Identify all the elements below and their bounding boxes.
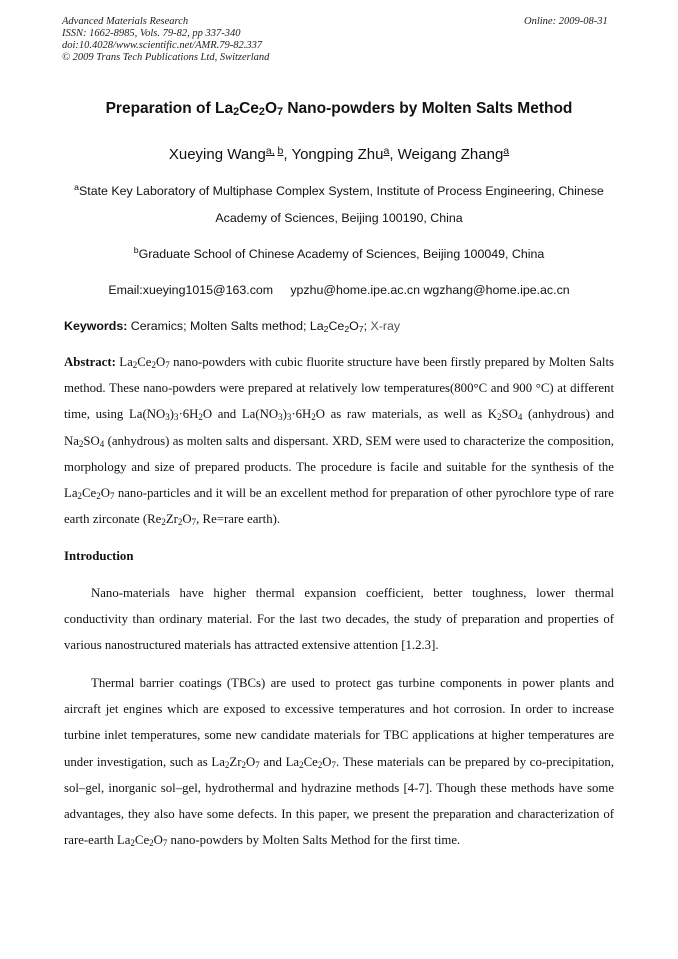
- email-line: Email:xueying1015@163.com ypzhu@home.ipe.ac.cn wgzhang@home.ipe.ac.cn: [108, 283, 570, 297]
- affiliation-a: $^a$State Key Laboratory of Multiphase Complex System, Institute of Process Engineering, Chinese: [74, 182, 604, 198]
- section-heading-introduction: Introduction: [64, 549, 134, 563]
- intro-paragraph-1: Nano-materials have higher thermal expansion coefficient, better toughness, lower thermal conductivity than ordinary material. For the last two decades, the study of preparation and properties of various nanostructured materials has attracted extensive attention [1.2.3].: [64, 586, 614, 653]
- affiliation-a-cont: Academy of Sciences, Beijing 100190, China: [215, 211, 463, 225]
- doi-line: doi:10.4028/www.scientific.net/AMR.79-82.337: [62, 40, 263, 51]
- author-list: Xueying Wang$^{a, b}$, Yongping Zhu$^a$, Weigang Zhang$^a$: [168, 145, 510, 163]
- paper-title: Preparation of $La_2Ce_2O_7$ Nano-powders by Molten Salts Method: [105, 100, 573, 118]
- intro-paragraph-2: Thermal barrier coatings (TBCs) are used to protect gas turbine components in power plants and aircraft jet engines which are exposed to excessive temperatures and hot corrosion. In order to increase turbine inlet temperatures, some new candidate materials for TBC applications at higher temperatures are under investigation, such as $La_2Zr_2O_7$ and $La_2Ce_2O_7$. These materials can be prepared by co-precipitation, sol–gel, inorganic sol–gel, hydrothermal and hydrazine methods [4-7]. Though these methods have some advantages, they also have some defects. In this paper, we present the preparation and characterization of rare-earth $La_2Ce_2O_7$ nano-powders by Molten Salts Method for the first time.: [64, 676, 615, 849]
- online-date: Online: 2009-08-31: [524, 16, 608, 27]
- abstract: Abstract: $La_2Ce_2O_7$ nano-powders with cubic fluorite structure have been firstly prepared by Molten Salts method. These nano-powders were prepared at relatively low temperatures(800°C and 900 °C) at different time, using $La(NO_3)_3\cdot 6H_2O$ and $La(NO_3)_3\cdot 6H_2O$ as raw materials, as well as $K_2SO_4$ (anhydrous) and $Na_2SO_4$ (anhydrous) as molten salts and dispersant. XRD, SEM were used to characterize the composition, morphology and size of prepared products. The procedure is facile and suitable for the synthesis of the $La_2Ce_2O_7$ nano-particles and it will be an excellent method for preparation of other pyrochlore type of rare earth zirconate ($Re_2Zr_2O_7$, Re=rare earth).: [64, 355, 614, 528]
- copyright-line: © 2009 Trans Tech Publications Ltd, Switzerland: [62, 52, 270, 63]
- journal-name: Advanced Materials Research: [62, 16, 189, 27]
- keywords: Keywords: Ceramics; Molten Salts method; $La_2Ce_2O_7$; X-ray: [64, 319, 401, 334]
- affiliation-b: $^b$Graduate School of Chinese Academy of Sciences, Beijing 100049, China: [133, 245, 545, 261]
- issn-line: ISSN: 1662-8985, Vols. 79-82, pp 337-340: [62, 28, 241, 39]
